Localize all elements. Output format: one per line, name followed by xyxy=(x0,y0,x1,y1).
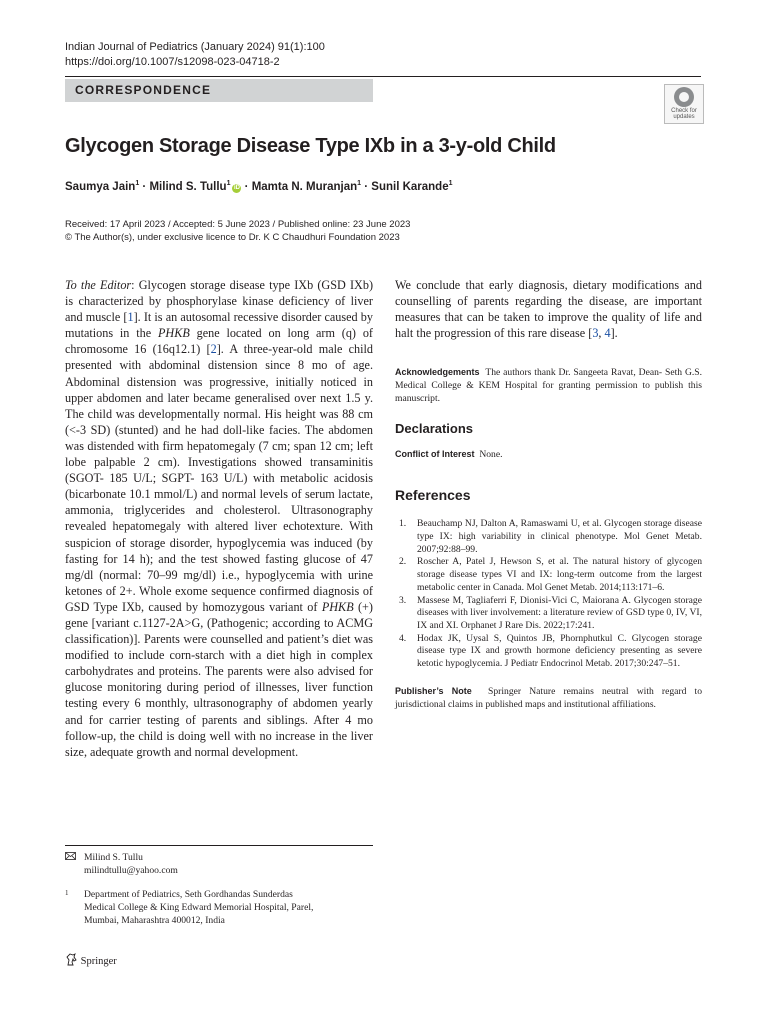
author-separator: · xyxy=(361,180,372,193)
reference-text: Roscher A, Patel J, Hewson S, et al. The natural history of glycogen storage disease types VI and IX: long-term outcome from the largest metabolic center in Canada. Mol Genet Metab. 2014;113:171–6. xyxy=(417,556,702,593)
coi-label: Conflict of Interest xyxy=(395,449,475,460)
journal-header xyxy=(65,40,325,70)
acknowledgements-label: Acknowledgements xyxy=(395,367,480,378)
affiliation-line: Medical College & King Edward Memorial Hospital, Parel, xyxy=(84,901,314,913)
reference-number: 2. xyxy=(399,556,407,568)
acknowledgements xyxy=(395,366,702,405)
author-affiliation-mark: 1 xyxy=(357,180,362,187)
publisher-logo xyxy=(65,953,117,967)
publisher-name: Springer xyxy=(80,956,117,967)
article-title: Glycogen Storage Disease Type IXb in a 3-y-old Child xyxy=(65,135,556,157)
reference-text: Massese M, Tagliaferri F, Dionisi-Vici C, Maiorana A. Glycogen storage diseases with liver involvement: a literature review of GSD type 0, IV, VI, IX and XI. Orphanet J Rare Dis. 2022;17:241. xyxy=(417,594,702,631)
author-affiliation-mark: 1 xyxy=(226,180,231,187)
section-label: CORRESPONDENCE xyxy=(75,83,212,97)
copyright-line: © The Author(s), under exclusive licence to Dr. K C Chaudhuri Foundation 2023 xyxy=(65,232,400,243)
author-name[interactable]: Sunil Karande xyxy=(371,180,449,193)
publication-dates xyxy=(65,218,410,244)
body-text: , xyxy=(598,326,605,341)
publishers-note-label: Publisher’s Note xyxy=(395,685,472,696)
reference-item[interactable] xyxy=(395,556,702,594)
doi-link[interactable]: https://doi.org/10.1007/s12098-023-04718-2 xyxy=(65,56,280,68)
reference-item[interactable] xyxy=(395,518,702,556)
declarations-heading: Declarations xyxy=(395,421,474,437)
coi-text: None. xyxy=(479,449,503,461)
author-affiliation-mark: 1 xyxy=(448,180,453,187)
body-text: We conclude that early diagnosis, dietary modifications and counselling of parents regarding the disease, are important measures that can be taken to improve the quality of life and halt the progression of this rare disease [ xyxy=(395,278,702,341)
corresponding-name: Milind S. Tullu xyxy=(84,852,143,863)
references-heading: References xyxy=(395,487,471,504)
citation-link[interactable]: 4 xyxy=(604,326,611,341)
citation-link[interactable]: 3 xyxy=(592,326,599,341)
reference-number: 4. xyxy=(399,632,407,644)
gene-name: PHKB xyxy=(157,326,190,341)
affiliation xyxy=(65,889,313,927)
history-dates: Received: 17 April 2023 / Accepted: 5 June 2023 / Published online: 23 June 2023 xyxy=(65,219,411,230)
corresponding-email[interactable]: milindtullu@yahoo.com xyxy=(84,864,178,876)
publishers-note-text: Springer Nature remains neutral with regard to jurisdictional claims in published maps and institutional affiliations. xyxy=(395,685,703,710)
corresponding-author xyxy=(65,852,178,877)
body-text: (+) gene [variant c.1127-2A>G, (Pathogenic; according to ACMG classification)]. Parents were counselled and patient’s diet was modified to include corn-starch with a diet high in complex carbohydrates and proteins. The parents were also advised for glucose monitoring during period of illnesses, liver function testing every 6 monthly, ultrasonography of abdomen yearly and for carrier testing of parents and siblings. After 4 mo follow-up, the child is doing well with no increase in the liver size, adequate growth and normal development. xyxy=(65,599,373,759)
author-name[interactable]: Milind S. Tullu xyxy=(149,180,227,193)
check-for-updates-badge[interactable] xyxy=(664,84,704,124)
affiliation-mark: 1 xyxy=(65,889,69,897)
body-text: ]. A three-year-old male child presented with abdominal distension since 8 mo of age. Abdominal distension was progressive, initially noticed in upper abdomen and later became generalised over next 1.5 y. The child was developmentally normal. His height was 88 cm (<-3 SD) (stunted) and he had doll-like facies. The abdomen was distended with firm hepatomegaly (7 cm; span 12 cm; left lobe palpable 2 cm). Investigations showed transaminitis (SGOT- 185 U/L; SGPT- 163 U/L) with metabolic acidosis (bicarbonate 10.1 mmol/L) and normal levels of serum lactate, ammonia, triglycerides and cholesterol. Ultrasonography revealed hepatomegaly with altered liver echotexture. With suspicion of storage disorder, hypoglycemia was induced (by fasting for 14 h); and the test showed fasting glucose of 47 mg/dl (normal: 70–99 mg/dl) i.e., hypoglycemia with urine ketones of 2+. Whole exome sequence confirmed diagnosis of GSD Type IXb, caused by homozygous variant of xyxy=(65,342,373,614)
reference-number: 1. xyxy=(399,518,407,530)
citation-link[interactable]: 1 xyxy=(127,310,134,325)
gene-name: PHKB xyxy=(321,599,354,614)
envelope-icon xyxy=(65,852,76,865)
springer-horse-icon xyxy=(65,956,78,967)
reference-item[interactable] xyxy=(395,633,702,671)
author-separator: · xyxy=(139,180,150,193)
body-text: ]. xyxy=(610,326,618,341)
reference-text: Beauchamp NJ, Dalton A, Ramaswami U, et al. Glycogen storage disease type IX: high variability in clinical phenotype. Mol Genet Metab. 2007;92:88–99. xyxy=(417,518,702,555)
salutation: To the Editor xyxy=(65,278,132,292)
author-list xyxy=(65,180,453,193)
citation-link[interactable]: 2 xyxy=(210,342,217,357)
reference-text: Hodax JK, Uysal S, Quintos JB, Phornphutkul C. Glycogen storage disease type IX and growth hormone deficiency presenting as severe ketotic hypoglycemia. J Pediatr Endocrinol Metab. 2017;30:247–51. xyxy=(417,632,702,670)
body-column-right xyxy=(395,277,702,711)
publishers-note xyxy=(395,685,702,711)
author-separator: · xyxy=(241,180,252,193)
reference-item[interactable] xyxy=(395,595,702,633)
author-name[interactable]: Saumya Jain xyxy=(65,180,136,193)
badge-label: Check for updates xyxy=(671,108,697,120)
reference-number: 3. xyxy=(399,594,407,606)
body-text: ]. It is an autosomal recessive disorder caused by mutations in the xyxy=(65,310,373,341)
affiliation-line: Department of Pediatrics, Seth Gordhandas Sunderdas xyxy=(84,889,293,900)
body-column-left xyxy=(65,277,373,760)
orcid-icon[interactable]: iD xyxy=(233,184,240,191)
conflict-of-interest xyxy=(395,448,702,461)
affiliation-line: Mumbai, Maharashtra 400012, India xyxy=(84,914,225,926)
body-text: : Glycogen storage disease type IXb (GSD IXb) is characterized by phosphorylase kinase deficiency of liver and muscle [ xyxy=(65,278,374,325)
reference-list xyxy=(395,518,702,670)
crossmark-icon xyxy=(674,87,694,107)
footnote-rule xyxy=(65,845,373,846)
section-banner xyxy=(65,79,373,102)
author-affiliation-mark: 1 xyxy=(135,180,140,187)
author-name[interactable]: Mamta N. Muranjan xyxy=(251,180,358,193)
body-text: gene located on long arm (q) of chromosome 16 (16q12.1) [ xyxy=(65,326,373,357)
acknowledgements-text: The authors thank Dr. Sangeeta Ravat, Dean- Seth G.S. Medical College & KEM Hospital for granting permission to publish this manuscript. xyxy=(395,367,703,405)
journal-citation: Indian Journal of Pediatrics (January 2024) 91(1):100 xyxy=(65,41,325,53)
conclusion-paragraph xyxy=(395,277,702,341)
header-rule xyxy=(65,76,701,77)
